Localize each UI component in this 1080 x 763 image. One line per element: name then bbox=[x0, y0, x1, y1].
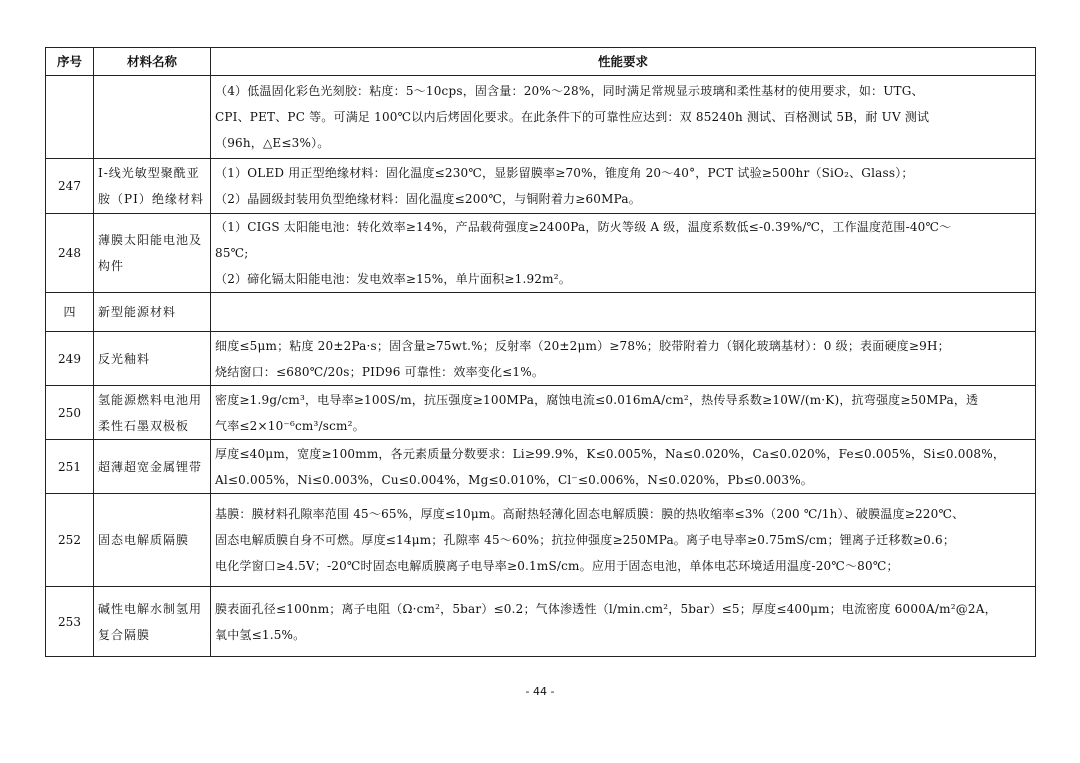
material-name: 薄膜太阳能电池及构件 bbox=[94, 214, 211, 293]
requirement-line: （2）碲化镉太阳能电池：发电效率≥15%，单片面积≥1.92m²。 bbox=[215, 272, 571, 286]
table-row bbox=[46, 440, 1036, 494]
row-number: 253 bbox=[46, 587, 94, 657]
material-name: 氢能源燃料电池用柔性石墨双极板 bbox=[94, 386, 211, 440]
table-header-row bbox=[46, 48, 1036, 76]
table-row bbox=[46, 332, 1036, 386]
requirement-line: 烧结窗口：≤680℃/20s；PID96 可靠性：效率变化≤1%。 bbox=[215, 364, 545, 379]
table-row bbox=[46, 386, 1036, 440]
requirement-line: 膜表面孔径≤100nm；离子电阻（Ω·cm²，5bar）≤0.2；气体渗透性（l/min.cm²，5bar）≤5；厚度≤400μm；电流密度 6000A/m²@2A， bbox=[215, 601, 997, 616]
requirement-line: 细度≤5μm；粘度 20±2Pa·s；固含量≥75wt.%；反射率（20±2μm）≥78%；胶带附着力（钢化玻璃基材）：0 级；表面硬度≥9H； bbox=[215, 338, 950, 353]
requirement-line: 氧中氢≤1.5%。 bbox=[215, 627, 306, 642]
table-row bbox=[46, 293, 1036, 332]
requirement-line: （96h，△E≤3%）。 bbox=[215, 136, 330, 150]
material-name bbox=[94, 76, 211, 159]
header-material-name: 材料名称 bbox=[94, 48, 211, 76]
header-requirements: 性能要求 bbox=[211, 48, 1036, 76]
requirements-cell bbox=[211, 440, 1036, 494]
row-number: 250 bbox=[46, 386, 94, 440]
table-row bbox=[46, 494, 1036, 587]
row-number: 251 bbox=[46, 440, 94, 494]
table-row bbox=[46, 214, 1036, 293]
row-number: 四 bbox=[46, 293, 94, 332]
requirement-line: （4）低温固化彩色光刻胶：粘度：5～10cps，固含量：20%～28%，同时满足常规显示玻璃和柔性基材的使用要求，如：UTG、 bbox=[215, 84, 924, 98]
requirement-line: 固态电解质膜自身不可燃。厚度≤14μm；孔隙率 45～60%；抗拉伸强度≥250MPa。离子电导率≥0.75mS/cm；锂离子迁移数≥0.6； bbox=[215, 533, 956, 547]
requirement-line: CPI、PET、PC 等。可满足 100℃以内后烤固化要求。在此条件下的可靠性应达到：双 85240h 测试、百格测试 5B，耐 UV 测试 bbox=[215, 110, 930, 124]
requirement-line: （1）CIGS 太阳能电池：转化效率≥14%，产品载荷强度≥2400Pa，防火等级 A 级，温度系数低≤-0.39%/℃，工作温度范围-40℃～ bbox=[215, 220, 952, 234]
requirements-cell bbox=[211, 494, 1036, 587]
requirements-cell bbox=[211, 587, 1036, 657]
requirements-cell bbox=[211, 214, 1036, 293]
requirement-line: 密度≥1.9g/cm³，电导率≥100S/m，抗压强度≥100MPa，腐蚀电流≤0.016mA/cm²，热传导系数≥10W/(m·K)，抗弯强度≥50MPa，透 bbox=[215, 392, 979, 407]
header-no: 序号 bbox=[46, 48, 94, 76]
requirements-cell bbox=[211, 386, 1036, 440]
row-number bbox=[46, 76, 94, 159]
requirement-line: （1）OLED 用正型绝缘材料：固化温度≤230℃，显影留膜率≥70%，锥度角 20～40°，PCT 试验≥500hr（SiO₂、Glass）； bbox=[215, 166, 914, 180]
row-number: 248 bbox=[46, 214, 94, 293]
requirement-line: Al≤0.005%，Ni≤0.003%，Cu≤0.004%，Mg≤0.010%，Cl⁻≤0.006%，N≤0.020%，Pb≤0.003%。 bbox=[215, 472, 814, 487]
requirement-line: 85℃; bbox=[215, 246, 249, 260]
material-name: I-线光敏型聚酰亚胺（PI）绝缘材料 bbox=[94, 159, 211, 214]
requirement-line: 基膜：膜材料孔隙率范围 45～65%，厚度≤10μm。高耐热轻薄化固态电解质膜：膜的热收缩率≤3%（200 ℃/1h）、破膜温度≥220℃、 bbox=[215, 507, 965, 521]
requirements-cell bbox=[211, 332, 1036, 386]
row-number: 252 bbox=[46, 494, 94, 587]
material-name: 碱性电解水制氢用复合隔膜 bbox=[94, 587, 211, 657]
table-row bbox=[46, 159, 1036, 214]
requirement-line: （2）晶圆级封装用负型绝缘材料：固化温度≤200℃，与铜附着力≥60MPa。 bbox=[215, 192, 641, 206]
spec-table bbox=[45, 47, 1036, 657]
requirement-line: 厚度≤40μm，宽度≥100mm，各元素质量分数要求：Li≥99.9%，K≤0.005%，Na≤0.020%，Ca≤0.020%，Fe≤0.005%，Si≤0.008%， bbox=[215, 446, 1006, 461]
material-name: 固态电解质隔膜 bbox=[94, 494, 211, 587]
material-name: 新型能源材料 bbox=[94, 293, 211, 332]
material-name: 超薄超宽金属锂带 bbox=[94, 440, 211, 494]
page-number: - 44 - bbox=[525, 685, 555, 698]
requirement-line: 电化学窗口≥4.5V；-20℃时固态电解质膜离子电导率≥0.1mS/cm。应用于固态电池，单体电芯环境适用温度-20℃～80℃； bbox=[215, 559, 899, 573]
row-number: 247 bbox=[46, 159, 94, 214]
table-row bbox=[46, 587, 1036, 657]
requirements-cell bbox=[211, 76, 1036, 159]
requirement-line: 气率≤2×10⁻⁶cm³/scm²。 bbox=[215, 418, 365, 433]
material-name: 反光釉料 bbox=[94, 332, 211, 386]
requirements-cell bbox=[211, 159, 1036, 214]
table-row bbox=[46, 76, 1036, 159]
requirements-cell bbox=[211, 293, 1036, 332]
row-number: 249 bbox=[46, 332, 94, 386]
